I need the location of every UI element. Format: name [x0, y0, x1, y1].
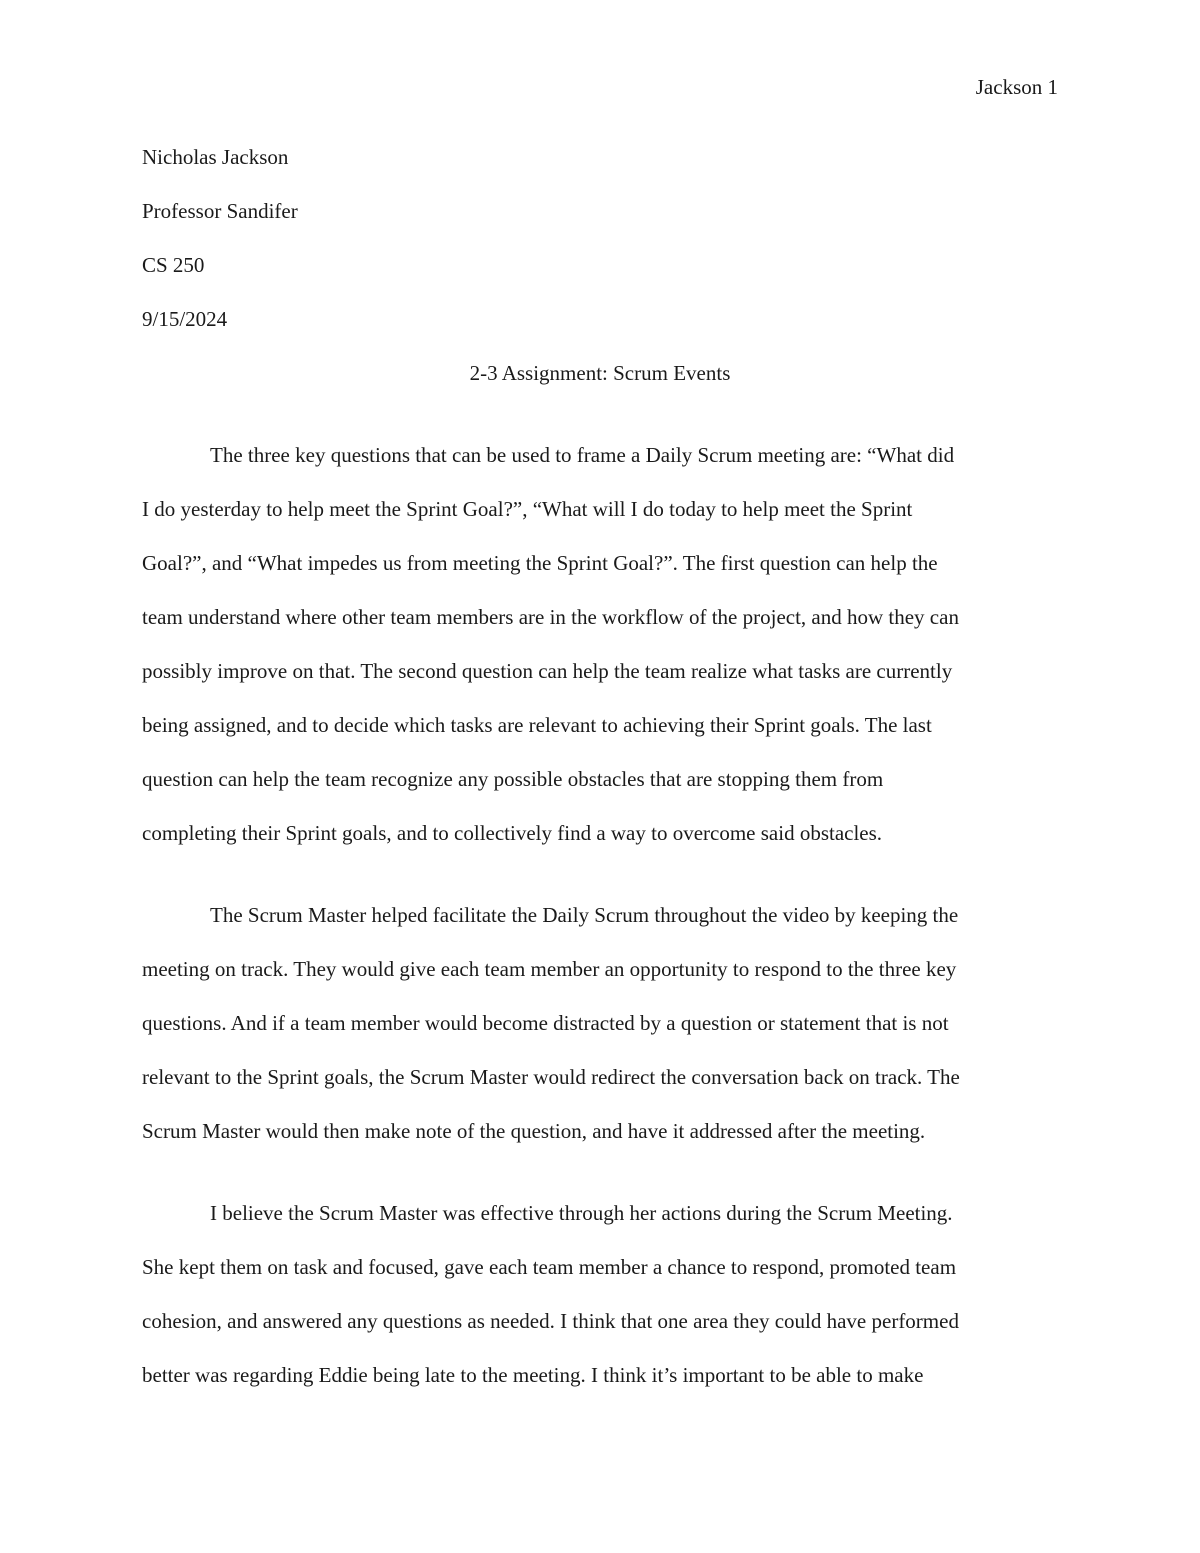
paragraph-2: [142, 888, 1058, 1158]
author-name: Nicholas Jackson: [142, 145, 289, 169]
paragraph-3: [142, 1186, 1058, 1402]
paragraph-line: possibly improve on that. The second question can help the team realize what tasks are currently: [142, 659, 953, 683]
paragraph-line: questions. And if a team member would become distracted by a question or statement that is not: [142, 1011, 949, 1035]
professor-name: Professor Sandifer: [142, 199, 298, 223]
paragraph-line: question can help the team recognize any possible obstacles that are stopping them from: [142, 767, 884, 791]
paragraph-line: better was regarding Eddie being late to the meeting. I think it’s important to be able to make: [142, 1363, 924, 1387]
paragraph-line: relevant to the Sprint goals, the Scrum Master would redirect the conversation back on track. The: [142, 1065, 960, 1089]
paragraph-line: The Scrum Master helped facilitate the Daily Scrum throughout the video by keeping the: [210, 903, 959, 927]
paragraph-line: She kept them on task and focused, gave each team member a chance to respond, promoted team: [142, 1255, 957, 1279]
paragraph-line: meeting on track. They would give each team member an opportunity to respond to the three key: [142, 957, 957, 981]
paragraph-line: completing their Sprint goals, and to collectively find a way to overcome said obstacles.: [142, 821, 883, 845]
running-header-page-number: Jackson 1: [975, 75, 1058, 99]
document-title: 2-3 Assignment: Scrum Events: [469, 361, 731, 385]
paragraph-line: being assigned, and to decide which tasks are relevant to achieving their Sprint goals. The last: [142, 713, 932, 737]
paragraph-line: The three key questions that can be used to frame a Daily Scrum meeting are: “What did: [210, 443, 955, 467]
course-code: CS 250: [142, 253, 205, 277]
paragraph-line: Goal?”, and “What impedes us from meeting the Sprint Goal?”. The first question can help the: [142, 551, 938, 575]
paragraph-line: cohesion, and answered any questions as needed. I think that one area they could have performed: [142, 1309, 959, 1333]
paragraph-line: I do yesterday to help meet the Sprint Goal?”, “What will I do today to help meet the Sprint: [142, 497, 913, 521]
submission-date: 9/15/2024: [142, 307, 228, 331]
paragraph-line: team understand where other team members are in the workflow of the project, and how they can: [142, 605, 959, 629]
paragraph-line: Scrum Master would then make note of the question, and have it addressed after the meeting.: [142, 1119, 926, 1143]
paragraph-line: I believe the Scrum Master was effective through her actions during the Scrum Meeting.: [210, 1201, 953, 1225]
paragraph-1: [142, 428, 1058, 860]
